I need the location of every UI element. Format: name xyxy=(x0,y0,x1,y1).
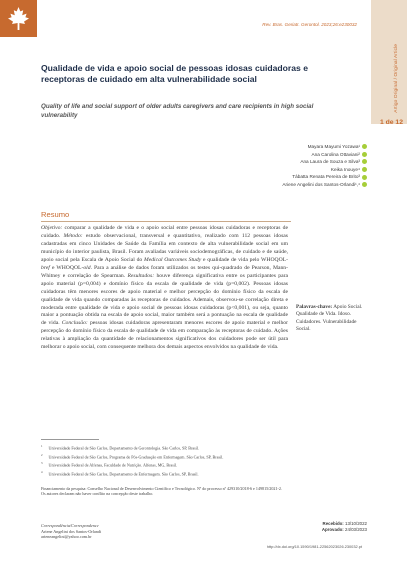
affiliation-item: $^4$ Universidade Federal de São Carlos, Departamento de Enfermagem. São Carlos, SP, Brasil. xyxy=(41,469,199,477)
article-type-label: Artigo Original / Original Article xyxy=(394,44,399,113)
conclusion-text: pessoas idosas cuidadoras apresentaram menores escores de apoio material e melhor percepção do domínio físico da escala de qualidade de vida em comparação às receptoras de cuidado. Ações relativas à ampliação da quantidade de relacionamentos significativos dos cuidadores pode ser útil para melhorar o apoio social, com consequente melhora dos demais aspectos envolvidos na qualidade de vida. xyxy=(41,320,288,351)
method-text: estudo observacional, transversal e quantitativo, realizado com 112 pessoas idosas cadastradas em cinco Unidades de Saúde da Família em contexto de alta vulnerabilidade social em um município do interior paulista, Brasil. Foram avaliadas variáveis sociodemográficas, de cuidado e de saúde, apoio social pela Escala de Apoio Social do xyxy=(41,232,288,263)
abstract-heading: Resumo xyxy=(41,210,70,219)
title-english: Quality of life and social support of older adults caregivers and care recipients in high social vulnerability xyxy=(41,103,314,119)
keywords-block xyxy=(296,304,368,334)
journal-logo xyxy=(0,0,37,37)
method-text-3: e WHOQOL- xyxy=(49,264,84,271)
mos-term: Medical Outcomes Study xyxy=(144,256,202,263)
author-entry xyxy=(282,173,367,181)
objective-label: Objetivo: xyxy=(41,225,63,231)
section-divider xyxy=(41,221,291,222)
journal-reference: Rev. Bras. Geriatr. Gerontol. 2023;26:e230032 xyxy=(262,22,357,27)
author-entry xyxy=(282,158,367,166)
dates-block xyxy=(322,521,367,533)
orcid-icon[interactable] xyxy=(362,144,367,149)
affiliation-item: $^3$ Universidade Federal de Alfenas, Faculdade de Nutrição. Alfenas, MG, Brasil. xyxy=(41,461,178,468)
author-entry xyxy=(282,181,367,189)
funding-note xyxy=(41,486,301,497)
orcid-icon[interactable] xyxy=(362,182,367,187)
author-name[interactable]: Keika Inouye⁴ xyxy=(330,166,360,172)
author-name[interactable]: Mayara Mayumi Yozawa¹ xyxy=(307,144,360,149)
author-name[interactable]: Ana Carolina Ottaviani² xyxy=(311,151,360,157)
author-entry xyxy=(282,166,367,174)
section-band xyxy=(371,0,407,124)
approved-date-row: Aprovado: 24/03/2023 xyxy=(321,527,367,532)
abstract-body xyxy=(41,225,288,352)
orcid-icon[interactable] xyxy=(362,175,367,180)
affiliation-item: $^1$ Universidade Federal de São Carlos, Departamento de Gerontologia. São Carlos, SP, Brasil. xyxy=(41,444,200,451)
orcid-icon[interactable] xyxy=(362,159,367,164)
old-term: old xyxy=(83,264,91,271)
orcid-icon[interactable] xyxy=(362,152,367,157)
correspondence-name: Ariene Angelini dos Santos-Orlandi xyxy=(41,528,102,534)
author-entry xyxy=(282,143,367,151)
author-entry xyxy=(282,151,367,159)
affiliation-list xyxy=(41,443,331,478)
footnote-divider xyxy=(41,439,99,440)
author-name[interactable]: Ariene Angelini dos Santos-Orlandi¹,⁴ xyxy=(282,181,360,187)
conflict-text: Os autores declaram não haver conflito na concepção deste trabalho. xyxy=(41,491,154,497)
page-number: 1 de 12 xyxy=(379,119,403,126)
title-portuguese: Qualidade de vida e apoio social de pessoas idosas cuidadoras e receptoras de cuidado em alta vulnerabilidade social xyxy=(41,63,308,84)
results-text: houve diferença significativa entre os participantes para apoio material (p=0,004) e domínio físico da escala de qualidade de vida (p=0,002). Pessoas idosas cuidadoras têm menores escores de apoio material e melhor percepção do domínio físico da escala de qualidade de vida quando comparadas às receptoras de cuidados. Ademais, observou-se correlação direta e moderada entre qualidade de vida e apoio social de pessoas idosas cuidadoras (p<0,001), ou seja, quanto maior a pontuação obtida na escala de apoio social, maior também será a pontuação na escala de qualidade de vida. xyxy=(41,272,289,327)
objective-text: comparar a qualidade de vida e o apoio social entre pessoas idosas cuidadoras e receptoras de cuidado. xyxy=(41,225,288,239)
author-list xyxy=(282,143,367,189)
method-text-2: e qualidade de vida pelo WHOQOL- xyxy=(201,256,289,263)
conclusion-label: Conclusão: xyxy=(61,320,88,327)
results-label: Resultados: xyxy=(127,272,155,279)
keywords-label: Palavras-chave: xyxy=(296,304,333,310)
author-name[interactable]: Tábatta Renata Pereira de Brito³ xyxy=(292,174,360,180)
keywords-text: Apoio Social. Qualidade de Vida. Idoso. Cuidadores. Vulnerabilidade Social. xyxy=(296,304,363,333)
method-label: Método: xyxy=(63,232,83,239)
affiliation-item: $^2$ Universidade Federal de São Carlos, Programa de Pós-Graduação em Enfermagem. São Carlos, SP, Brasil. xyxy=(41,452,224,460)
doi-link[interactable]: http://dx.doi.org/10.1590/1981-22562023026.230032.pt xyxy=(266,544,362,549)
correspondence-label: Correspondência/Correspondence xyxy=(41,523,99,528)
author-name[interactable]: Ana Laura de Souza e Silva³ xyxy=(300,159,360,165)
received-date-row: Recebido: 13/10/2022 xyxy=(322,521,367,526)
method-text-4: . Para a análise de dados foram utilizados os testes qui-quadrado de Pearson, Mann-Whitney e correlação de Spearman. xyxy=(41,264,288,279)
correspondence-email[interactable]: arieneangelini@yahoo.com.br xyxy=(41,534,92,540)
maple-leaf-icon xyxy=(7,6,30,31)
correspondence-block xyxy=(41,523,161,540)
funding-text: Financiamento da pesquisa: Conselho Nacional de Desenvolvimento Científico e Tecnológico. Nº do processo nº 429310/2018-6 e 149815/2021-2. xyxy=(41,486,282,491)
bref-term: bref xyxy=(41,264,50,271)
orcid-icon[interactable] xyxy=(362,167,367,172)
